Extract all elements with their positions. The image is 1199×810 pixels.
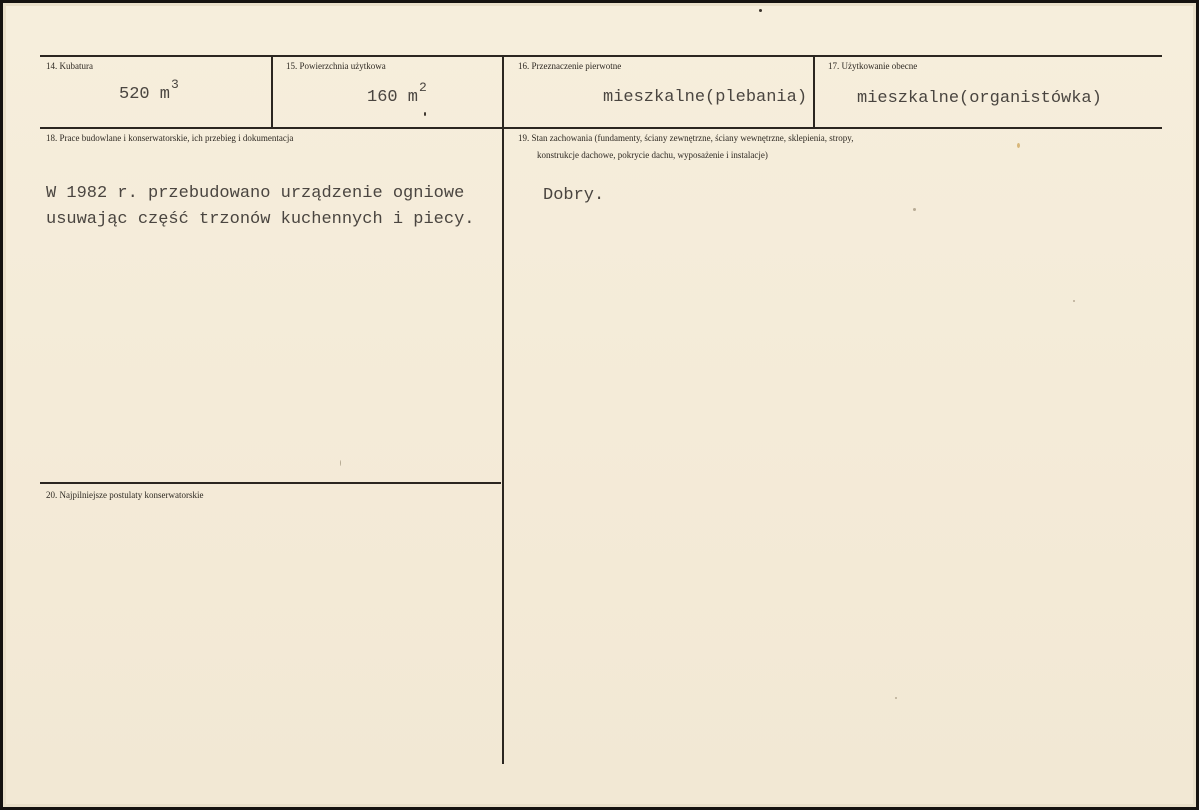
field-19-label-line-1: 19. Stan zachowania (fundamenty, ściany zewnętrzne, ściany wewnętrzne, sklepienia, stropy, bbox=[518, 133, 854, 143]
field-15-label: 15. Powierzchnia użytkowa bbox=[286, 61, 386, 71]
field-19-value: Dobry. bbox=[543, 186, 605, 205]
field-15-value bbox=[367, 80, 427, 111]
field-15-exponent: 2 bbox=[419, 80, 427, 95]
paper-speck bbox=[913, 208, 916, 211]
col-divider-14-15 bbox=[271, 56, 273, 128]
field-16-value: mieszkalne(plebania) bbox=[603, 88, 808, 107]
field-15-number: 160 m bbox=[367, 88, 419, 107]
row-divider-2 bbox=[40, 482, 501, 484]
field-17-label: 17. Użytkowanie obecne bbox=[828, 61, 918, 71]
field-14-exponent: 3 bbox=[171, 77, 179, 92]
field-18-label: 18. Prace budowlane i konserwatorskie, ich przebieg i dokumentacja bbox=[46, 133, 294, 143]
paper-speck bbox=[424, 112, 426, 116]
paper-speck bbox=[759, 9, 762, 12]
paper-speck bbox=[1073, 300, 1075, 302]
col-divider-16-17 bbox=[813, 56, 815, 128]
paper-speck bbox=[895, 697, 897, 699]
field-14-number: 520 m bbox=[119, 85, 171, 104]
top-rule bbox=[40, 55, 1162, 57]
field-18-line-1: W 1982 r. przebudowano urządzenie ogniowe bbox=[46, 184, 465, 203]
field-14-label: 14. Kubatura bbox=[46, 61, 93, 71]
field-16-label: 16. Przeznaczenie pierwotne bbox=[518, 61, 622, 71]
row-divider-1 bbox=[40, 127, 1162, 129]
field-17-value: mieszkalne(organistówka) bbox=[857, 89, 1102, 108]
field-18-line-2: usuwając część trzonów kuchennych i piecy. bbox=[46, 210, 475, 229]
field-19-label-line-2: konstrukcje dachowe, pokrycie dachu, wyposażenie i instalacje) bbox=[537, 150, 768, 160]
col-divider-15-16 bbox=[502, 56, 504, 764]
field-20-label: 20. Najpilniejsze postulaty konserwatorskie bbox=[46, 490, 204, 500]
paper-speck bbox=[1017, 143, 1020, 148]
paper-speck bbox=[340, 460, 341, 466]
field-14-value bbox=[119, 77, 179, 108]
